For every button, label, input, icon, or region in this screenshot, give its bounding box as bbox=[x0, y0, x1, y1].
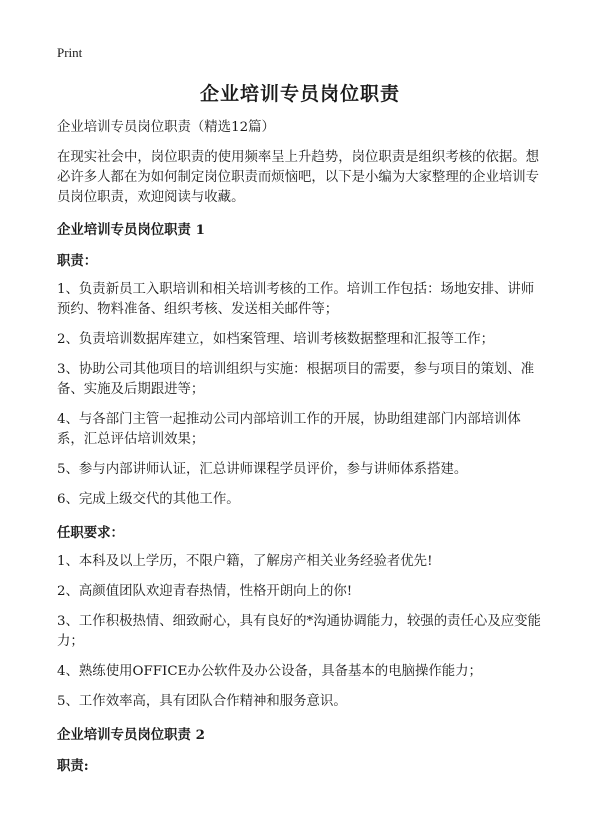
document-title: 企业培训专员岗位职责 bbox=[199, 83, 400, 105]
requirement-item-3: 3、工作积极热情、细致耐心，具有良好的*沟通协调能力，较强的责任心及应变能力； bbox=[57, 614, 541, 649]
requirement-item-1: 1、本科及以上学历，不限户籍，了解房产相关业务经验者优先! bbox=[57, 554, 433, 569]
duty-item-3: 3、协助公司其他项目的培训组织与实施：根据项目的需要，参与项目的策划、准备、实施及后期跟进等； bbox=[57, 362, 535, 397]
section-2-duties-label: 职责: bbox=[57, 758, 89, 774]
section-1-heading: 企业培训专员岗位职责 1 bbox=[57, 222, 205, 238]
requirements-label: 任职要求： bbox=[57, 525, 124, 541]
duty-item-4: 4、与各部门主管一起推动公司内部培训工作的开展，协助组建部门内部培训体系，汇总评估培训效果； bbox=[57, 412, 521, 447]
requirement-item-5: 5、工作效率高，具有团队合作精神和服务意识。 bbox=[57, 694, 347, 709]
requirement-item-2: 2、高颜值团队欢迎青春热情，性格开朗向上的你! bbox=[57, 584, 353, 599]
duties-label: 职责： bbox=[57, 253, 98, 269]
print-label: Print bbox=[57, 45, 83, 60]
duty-item-1: 1、负责新员工入职培训和相关培训考核的工作。培训工作包括：场地安排、讲师预约、物料准备、组织考核、发送相关邮件等； bbox=[57, 282, 535, 317]
intro-paragraph: 在现实社会中，岗位职责的使用频率呈上升趋势，岗位职责是组织考核的依据。想必许多人都在为如何制定岗位职责而烦恼吧，以下是小编为大家整理的企业培训专员岗位职责，欢迎阅读与收藏。 bbox=[57, 150, 540, 205]
section-2-heading: 企业培训专员岗位职责 2 bbox=[57, 727, 205, 743]
duty-item-6: 6、完成上级交代的其他工作。 bbox=[57, 492, 240, 507]
duty-item-2: 2、负责培训数据库建立，如档案管理、培训考核数据整理和汇报等工作； bbox=[57, 332, 495, 347]
requirement-item-4: 4、熟练使用OFFICE办公软件及办公设备，具备基本的电脑操作能力； bbox=[57, 664, 482, 679]
duty-item-5: 5、参与内部讲师认证，汇总讲师课程学员评价，参与讲师体系搭建。 bbox=[57, 462, 468, 477]
document-body bbox=[57, 118, 547, 785]
document-subtitle: 企业培训专员岗位职责（精选12篇） bbox=[57, 120, 275, 135]
